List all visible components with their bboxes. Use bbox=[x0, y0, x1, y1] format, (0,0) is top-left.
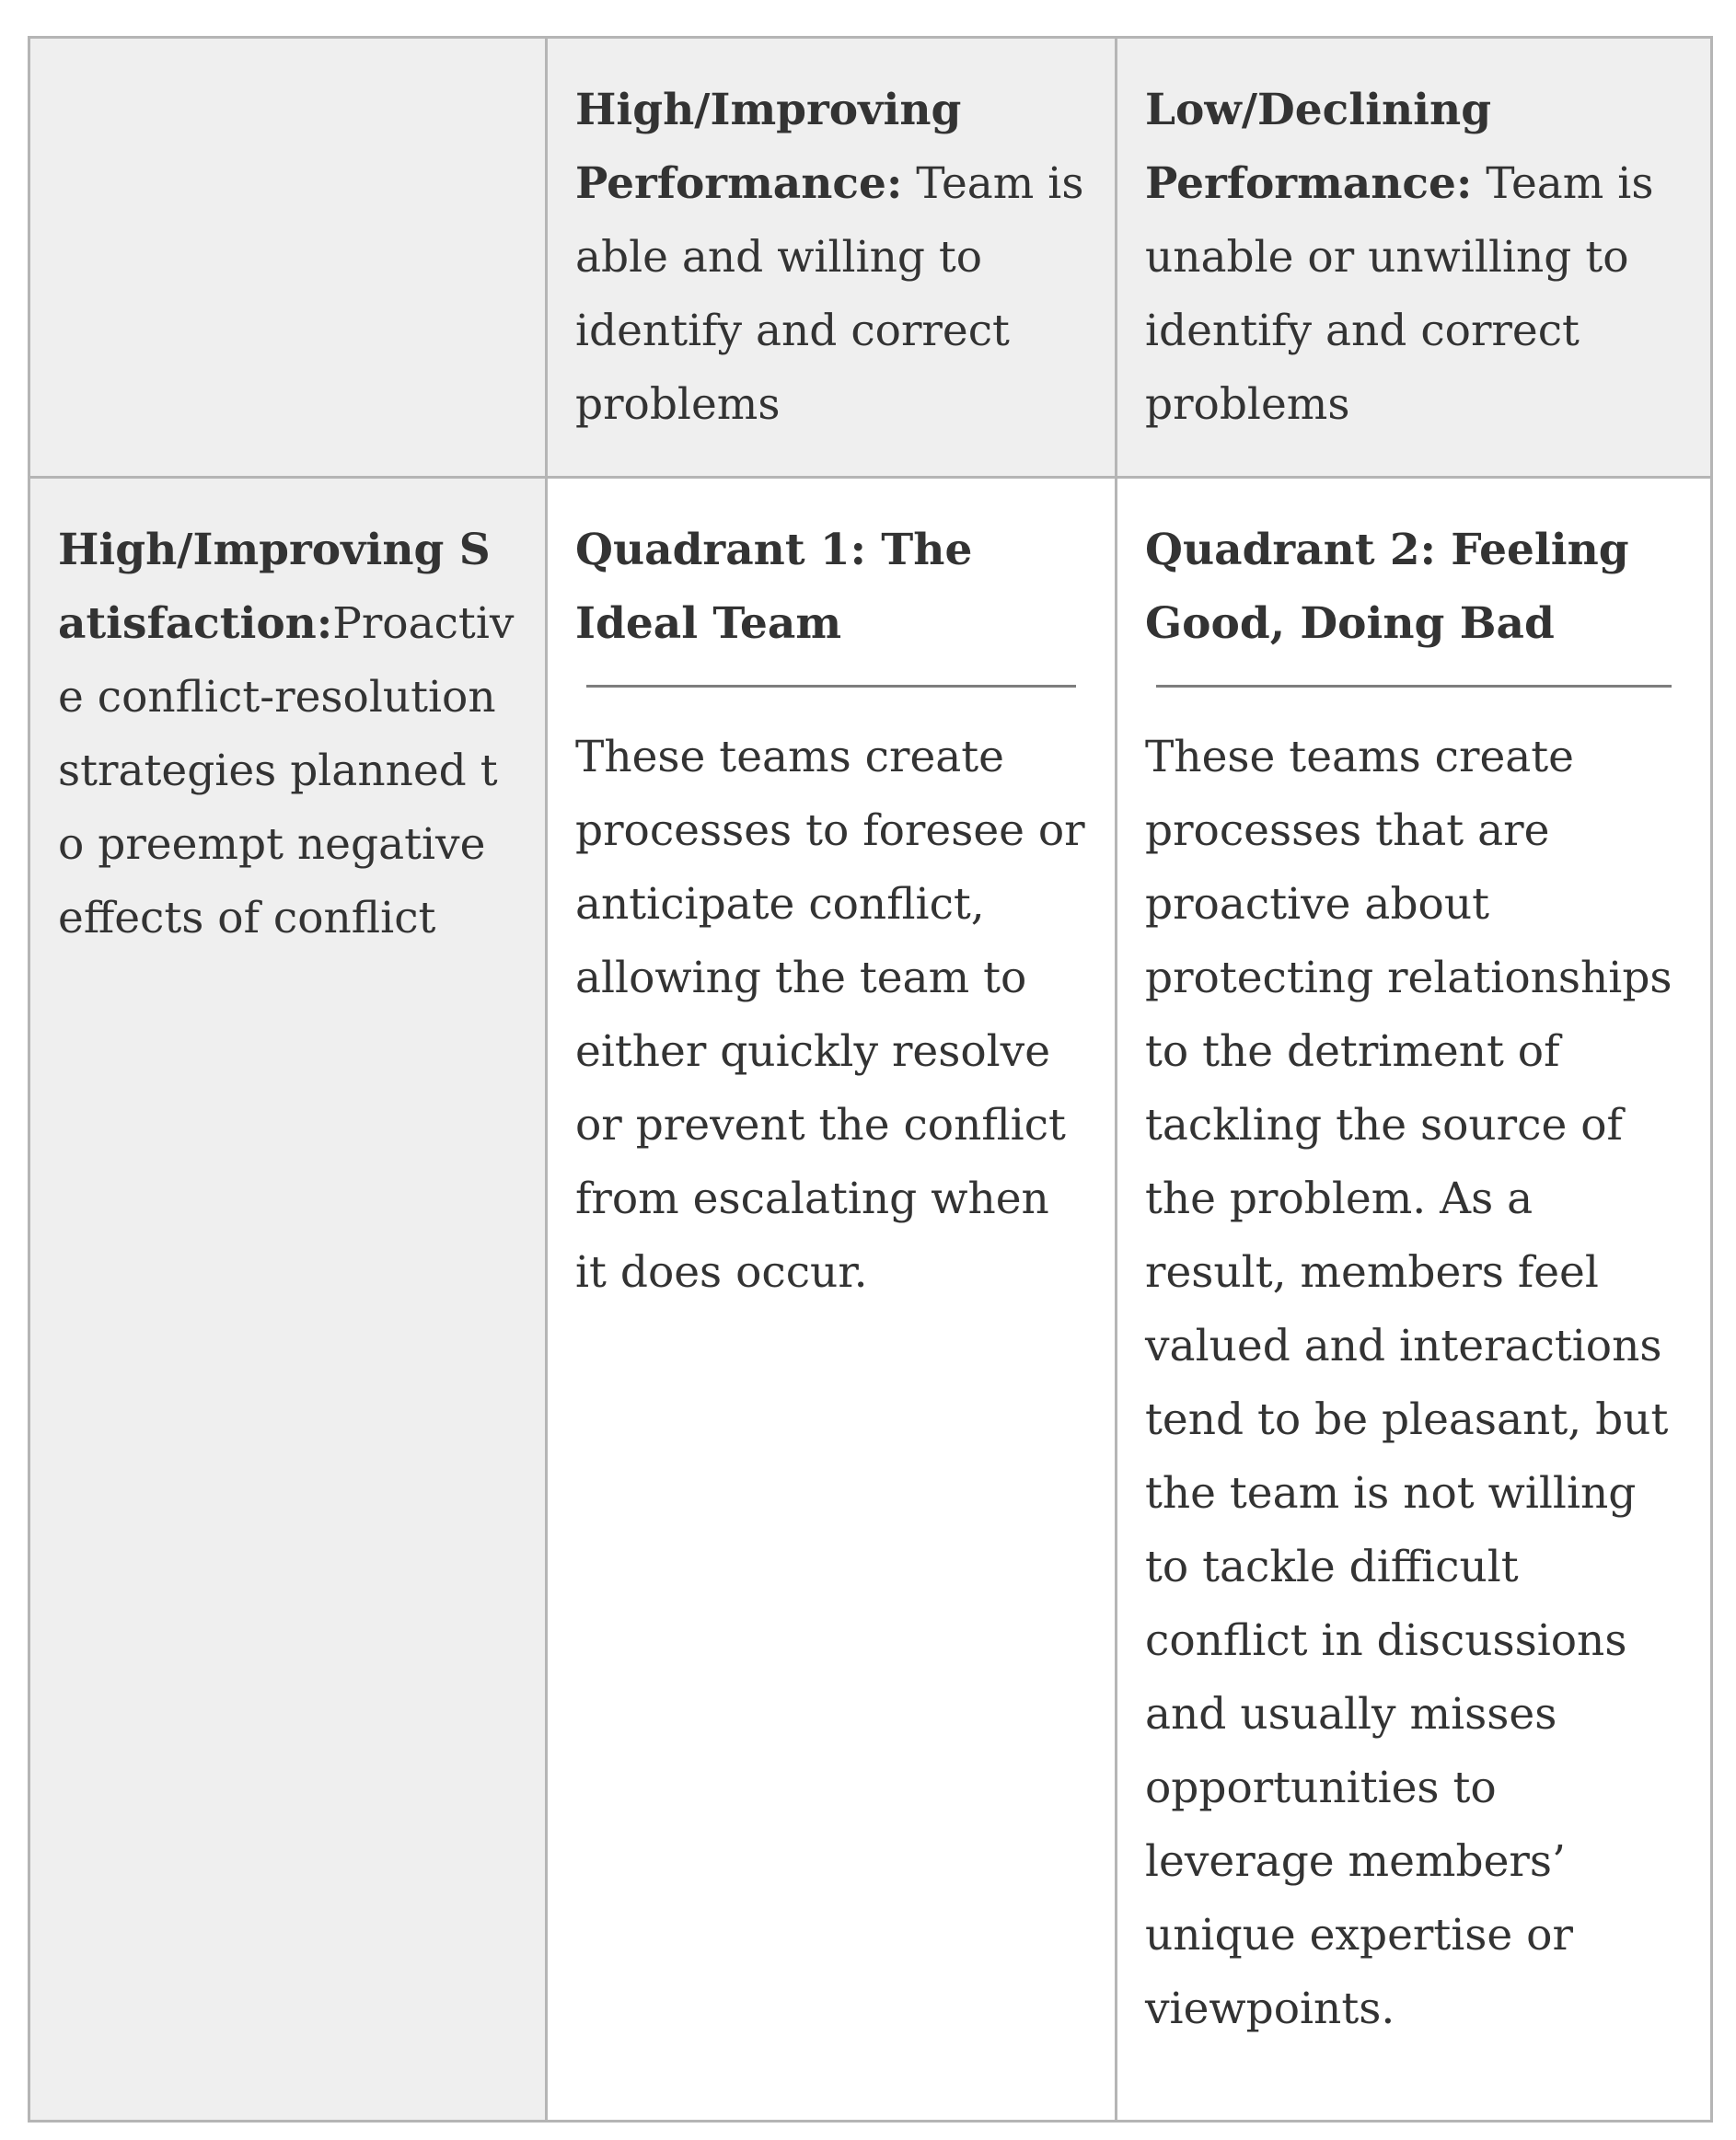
row-header-label: High/Improving Satisfaction: bbox=[58, 525, 491, 649]
column-header-label: Low/Declining Performance: bbox=[1145, 85, 1492, 209]
divider bbox=[586, 685, 1076, 688]
row-header-description: Proactive conflict-resolution strategies planned to preempt negative effects of conflict bbox=[58, 598, 515, 943]
corner-cell bbox=[29, 38, 547, 478]
header-row bbox=[29, 38, 1712, 478]
quadrant-1-cell bbox=[547, 478, 1117, 2122]
row-high-satisfaction bbox=[29, 478, 1712, 2122]
quadrant-title: Quadrant 2: Feeling Good, Doing Bad bbox=[1145, 525, 1629, 649]
quadrant-description: These teams create processes to foresee or anticipate conflict, allowing the team to either quickly resolve or prevent the conflict from escalating when it does occur. bbox=[575, 732, 1085, 1298]
quadrant-description: These teams create processes that are proactive about protecting relationships to the detriment of tackling the source of the problem. As a result, members feel valued and interactions tend to be pleasant, but the team is not willing to tackle difficult conflict in discussions and usually misses opportunities to leverage members’ unique expertise or viewpoints. bbox=[1145, 732, 1672, 2034]
quadrant-matrix-table bbox=[28, 36, 1713, 2123]
column-header-label: High/Improving Performance: bbox=[575, 85, 962, 209]
quadrant-title: Quadrant 1: The Ideal Team bbox=[575, 525, 973, 649]
row-header-high-satisfaction bbox=[29, 478, 547, 2122]
column-header-high-performance bbox=[547, 38, 1117, 478]
column-header-description: Team is able and willing to identify and correct problems bbox=[575, 158, 1084, 430]
divider bbox=[1156, 685, 1672, 688]
column-header-description: Team is unable or unwilling to identify and correct problems bbox=[1145, 158, 1654, 430]
column-header-low-performance bbox=[1117, 38, 1712, 478]
quadrant-2-cell bbox=[1117, 478, 1712, 2122]
